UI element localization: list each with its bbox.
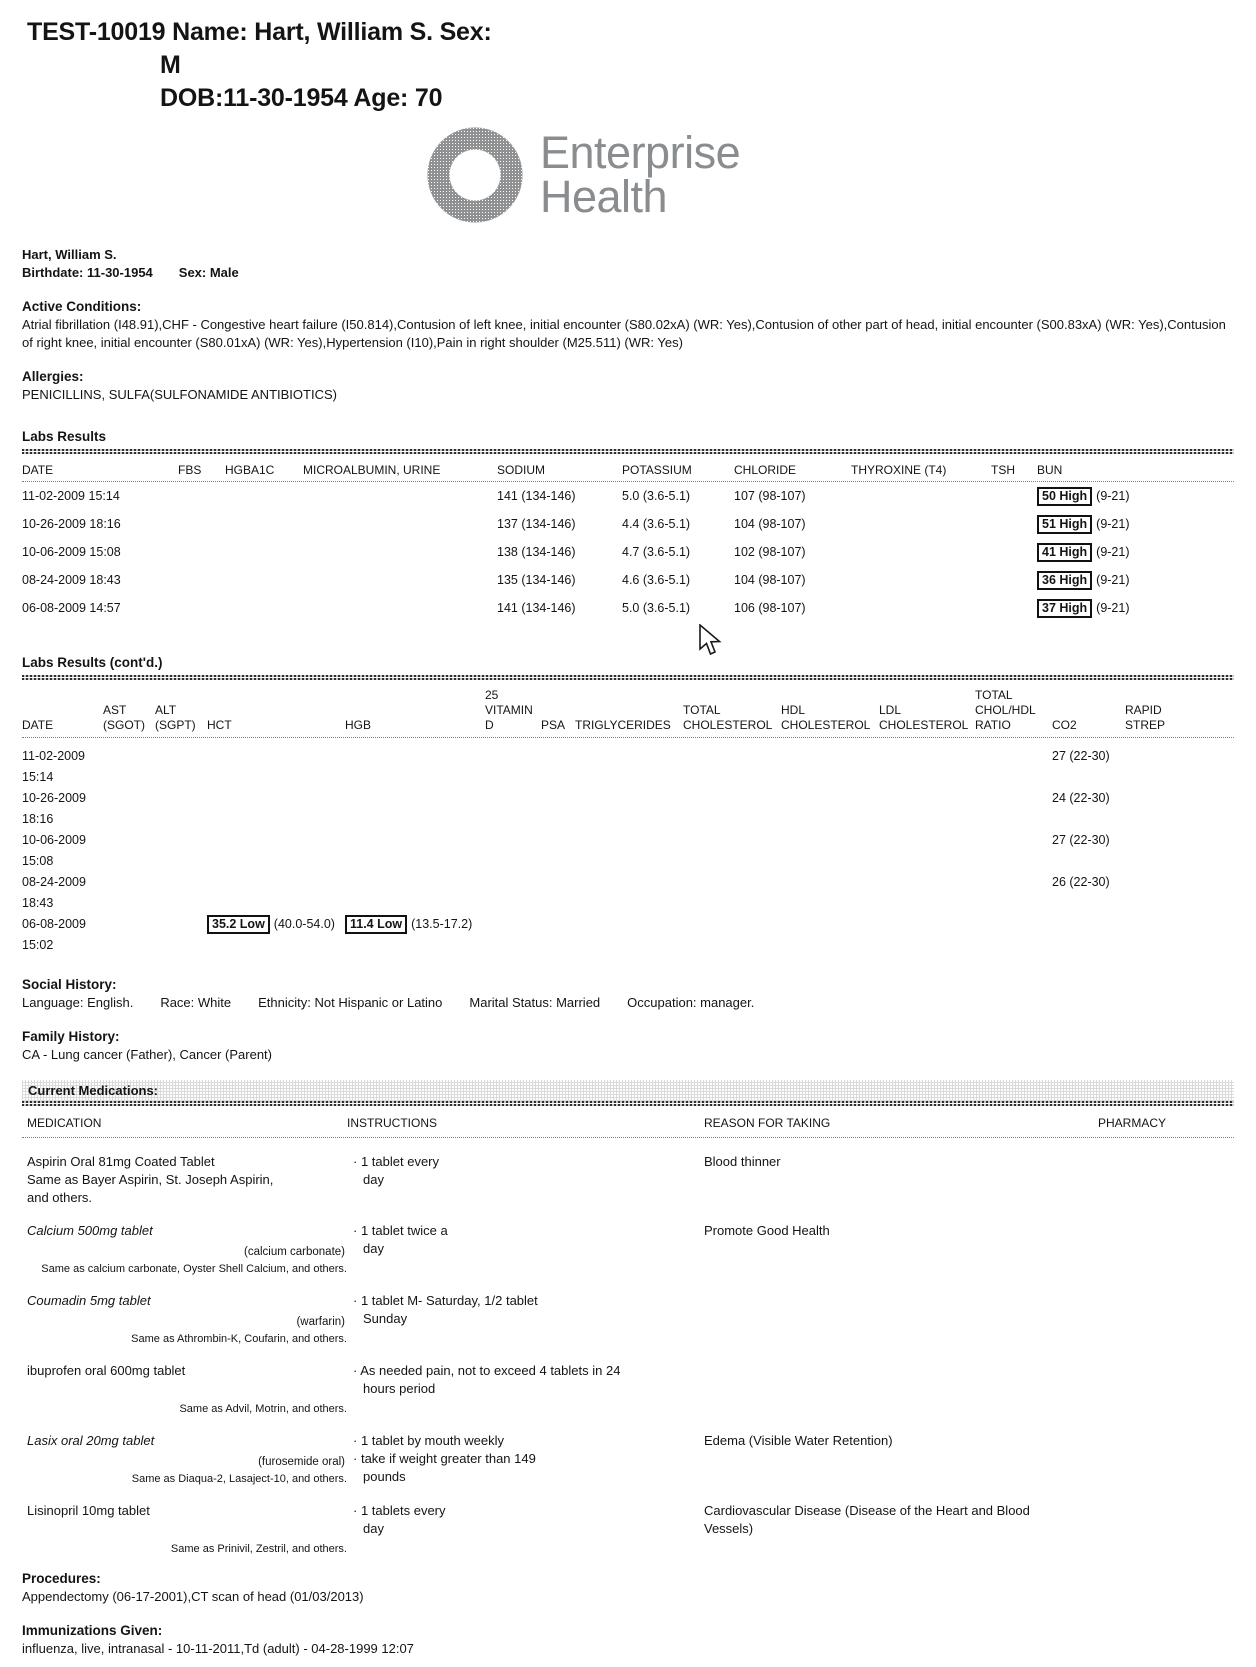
col-vitamin-d: 25 VITAMIN D <box>485 688 533 732</box>
patient-birthdate: Birthdate: 11-30-1954 <box>22 265 153 280</box>
immunizations-section <box>22 1622 1234 1658</box>
col-alt: ALT (SGPT) <box>155 703 196 732</box>
lab-sodium: 138 (134-146) <box>497 545 576 559</box>
lab-sodium: 135 (134-146) <box>497 573 576 587</box>
medication-reason <box>704 1362 1084 1417</box>
labs-col-thyroxine: THYROXINE (T4) <box>851 463 947 477</box>
medication-row <box>22 1222 1234 1277</box>
lab-hgb <box>345 914 485 956</box>
allergies-text: PENICILLINS, SULFA(SULFONAMIDE ANTIBIOTICS) <box>22 387 337 402</box>
medication-row <box>22 1432 1234 1487</box>
labs-col-hgba1c: HGBA1C <box>225 463 275 477</box>
labs-results-heading: Labs Results <box>22 429 107 444</box>
social-occupation: Occupation: manager. <box>627 995 755 1010</box>
labs-col-date: DATE <box>22 463 54 477</box>
col-ast: AST (SGOT) <box>103 703 145 732</box>
col-date: DATE <box>22 718 54 732</box>
lab-date: 10-26-2009 18:16 <box>22 791 86 826</box>
medication-name: Lasix oral 20mg tablet (furosemide oral) Same as Diaqua-2, Lasaject-10, and others. <box>27 1433 347 1485</box>
lab-date: 10-06-2009 15:08 <box>22 545 121 559</box>
lab-chloride: 104 (98-107) <box>734 517 806 531</box>
logo-ring-icon <box>424 124 526 226</box>
medication-same-as: Same as Prinivil, Zestril, and others. <box>170 1543 347 1555</box>
social-marital-status: Marital Status: Married <box>469 995 601 1010</box>
col-co2: CO2 <box>1052 718 1077 732</box>
labs-row <box>22 594 1234 622</box>
reference-range: (9-21) <box>1096 601 1130 615</box>
patient-sex-line: M <box>160 51 181 79</box>
medication-pharmacy <box>1084 1292 1234 1347</box>
logo-wordmark <box>540 127 741 222</box>
allergies-section <box>22 368 1234 404</box>
medication-instructions: · 1 tablet twice a day <box>347 1222 704 1277</box>
col-medication: MEDICATION <box>27 1116 102 1130</box>
lab-date: 11-02-2009 15:14 <box>22 749 86 784</box>
lab-date: 10-26-2009 18:16 <box>22 517 121 531</box>
patient-id-name-line: TEST-10019 Name: Hart, William S. Sex: <box>27 18 492 46</box>
col-chol-hdl-ratio: TOTAL CHOL/HDL RATIO <box>975 688 1036 732</box>
labs-contd-header-row <box>22 680 1234 737</box>
header-divider <box>22 737 1234 738</box>
procedures-section <box>22 1570 1234 1606</box>
labs-contd-heading: Labs Results (cont'd.) <box>22 655 163 670</box>
cursor-arrow-icon <box>698 624 722 656</box>
immunizations-heading: Immunizations Given: <box>22 1623 163 1638</box>
col-rapid-strep: RAPID STREP <box>1125 703 1166 732</box>
labs-results-contd-section <box>22 654 1234 956</box>
procedures-text: Appendectomy (06-17-2001),CT scan of head (01/03/2013) <box>22 1589 364 1604</box>
medication-same-as: Same as Athrombin-K, Coufarin, and others. <box>131 1333 347 1345</box>
social-language: Language: English. <box>22 995 134 1010</box>
col-hct: HCT <box>207 718 232 732</box>
medication-instructions: · 1 tablet by mouth weekly · take if weight greater than 149 pounds <box>347 1432 704 1487</box>
active-conditions-section <box>22 298 1234 352</box>
lab-chloride: 104 (98-107) <box>734 573 806 587</box>
col-psa: PSA <box>541 718 566 732</box>
medication-reason <box>704 1292 1084 1347</box>
labs-col-potassium: POTASSIUM <box>622 463 692 477</box>
col-hgb: HGB <box>345 718 372 732</box>
family-history-heading: Family History: <box>22 1029 120 1044</box>
lab-bun <box>1037 566 1234 594</box>
medication-pharmacy <box>1084 1153 1234 1207</box>
lab-date: 10-06-2009 15:08 <box>22 833 86 868</box>
col-instructions: INSTRUCTIONS <box>347 1116 437 1130</box>
procedures-heading: Procedures: <box>22 1571 101 1586</box>
medication-same-as: Same as Diaqua-2, Lasaject-10, and others. <box>131 1473 347 1485</box>
reference-range: (9-21) <box>1096 573 1130 587</box>
medication-instructions: · 1 tablet every day <box>347 1153 704 1207</box>
mouse-cursor <box>698 624 722 661</box>
lab-potassium: 5.0 (3.6-5.1) <box>622 489 691 503</box>
family-history-section <box>22 1028 1234 1064</box>
logo-word-line2: Health <box>540 171 668 222</box>
medication-generic-name: (furosemide oral) <box>258 1456 345 1468</box>
active-conditions-heading: Active Conditions: <box>22 299 142 314</box>
lab-bun <box>1037 594 1234 622</box>
labs-row <box>22 538 1234 566</box>
active-conditions-text: Atrial fibrillation (I48.91),CHF - Congestive heart failure (I50.814),Contusion of left knee, initial encounter (S80.02xA) (WR: Yes),Contusion of other part of head, initial encounter (S00.83xA) (WR: Yes),Contusion of right knee, initial encounter (S80.01xA) (WR: Yes),Hypertension (I10),Pain in right shoulder (M25.511) (WR: Yes) <box>22 317 1226 350</box>
lab-chloride: 106 (98-107) <box>734 601 806 615</box>
abnormal-value-flag: 51 High <box>1037 515 1092 534</box>
labs-col-bun: BUN <box>1037 463 1063 477</box>
reference-range: (40.0-54.0) <box>273 917 335 931</box>
labs-col-microalbumin: MICROALBUMIN, URINE <box>303 463 441 477</box>
medication-same-as: Same as Advil, Motrin, and others. <box>179 1403 347 1415</box>
labs-contd-row <box>22 872 1234 914</box>
family-history-text: CA - Lung cancer (Father), Cancer (Parent) <box>22 1047 272 1062</box>
medication-instructions: · 1 tablets every day <box>347 1502 704 1557</box>
labs-contd-row <box>22 788 1234 830</box>
lab-co2: 26 (22-30) <box>1052 875 1110 889</box>
abnormal-value-flag: 50 High <box>1037 487 1092 506</box>
lab-potassium: 4.7 (3.6-5.1) <box>622 545 691 559</box>
immunizations-text: influenza, live, intranasal - 10-11-2011,Td (adult) - 04-28-1999 12:07 <box>22 1641 414 1656</box>
medication-reason: Promote Good Health <box>704 1223 830 1238</box>
medication-pharmacy <box>1084 1362 1234 1417</box>
col-pharmacy: PHARMACY <box>1097 1116 1166 1130</box>
reference-range: (9-21) <box>1096 545 1130 559</box>
lab-date: 08-24-2009 18:43 <box>22 573 121 587</box>
labs-results-section <box>22 428 1234 622</box>
medication-reason: Cardiovascular Disease (Disease of the Heart and Blood Vessels) <box>704 1503 1030 1536</box>
medication-instructions: · As needed pain, not to exceed 4 tablets in 24 hours period <box>347 1362 704 1417</box>
reference-range: (9-21) <box>1096 489 1130 503</box>
col-ldl-cholesterol: LDL CHOLESTEROL <box>879 703 969 732</box>
lab-co2: 24 (22-30) <box>1052 791 1110 805</box>
medication-name: Calcium 500mg tablet (calcium carbonate) Same as calcium carbonate, Oyster Shell Calcium, and others. <box>27 1223 347 1275</box>
medication-row <box>22 1502 1234 1557</box>
social-history-heading: Social History: <box>22 977 117 992</box>
social-ethnicity: Ethnicity: Not Hispanic or Latino <box>258 995 443 1010</box>
lab-date: 08-24-2009 18:43 <box>22 875 86 910</box>
abnormal-value-flag: 41 High <box>1037 543 1092 562</box>
medication-name: Lisinopril 10mg tablet Same as Prinivil, Zestril, and others. <box>27 1503 347 1555</box>
lab-co2: 27 (22-30) <box>1052 833 1110 847</box>
logo-word-line1: Enterprise <box>540 127 741 178</box>
medication-generic-name: (warfarin) <box>296 1316 345 1328</box>
lab-chloride: 102 (98-107) <box>734 545 806 559</box>
labs-col-sodium: SODIUM <box>497 463 545 477</box>
labs-col-fbs: FBS <box>178 463 202 477</box>
col-triglycerides: TRIGLYCERIDES <box>575 718 671 732</box>
medications-header-row <box>22 1106 1234 1137</box>
labs-col-tsh: TSH <box>991 463 1015 477</box>
medication-row <box>22 1292 1234 1347</box>
medication-reason: Edema (Visible Water Retention) <box>704 1433 893 1448</box>
medication-row <box>22 1153 1234 1207</box>
lab-sodium: 141 (134-146) <box>497 601 576 615</box>
labs-header-row <box>22 454 1234 481</box>
lab-bun <box>1037 482 1234 510</box>
lab-sodium: 141 (134-146) <box>497 489 576 503</box>
abnormal-value-flag: 35.2 Low <box>207 915 270 934</box>
labs-row <box>22 566 1234 594</box>
lab-date: 06-08-2009 15:02 <box>22 917 86 952</box>
patient-dob-age-line: DOB:11-30-1954 Age: 70 <box>160 84 443 112</box>
medication-generic-name: (calcium carbonate) <box>244 1246 345 1258</box>
lab-hct <box>207 914 345 956</box>
col-total-cholesterol: TOTAL CHOLESTEROL <box>683 703 773 732</box>
lab-chloride: 107 (98-107) <box>734 489 806 503</box>
abnormal-value-flag: 37 High <box>1037 599 1092 618</box>
lab-potassium: 5.0 (3.6-5.1) <box>622 601 691 615</box>
social-history-text <box>22 994 1234 1012</box>
medication-name: ibuprofen oral 600mg tablet Same as Advil, Motrin, and others. <box>27 1363 347 1415</box>
lab-bun <box>1037 538 1234 566</box>
document-title-block <box>27 16 492 115</box>
social-history-section <box>22 976 1234 1012</box>
lab-date: 06-08-2009 14:57 <box>22 601 121 615</box>
current-medications-heading: Current Medications: <box>28 1082 159 1098</box>
current-medications-section <box>22 1080 1234 1557</box>
medication-pharmacy <box>1084 1502 1234 1557</box>
medication-pharmacy <box>1084 1222 1234 1277</box>
lab-date: 11-02-2009 15:14 <box>22 489 120 503</box>
medication-row <box>22 1362 1234 1417</box>
lab-potassium: 4.4 (3.6-5.1) <box>622 517 691 531</box>
medication-reason: Blood thinner <box>704 1154 781 1169</box>
medication-instructions: · 1 tablet M- Saturday, 1/2 tablet Sunday <box>347 1292 704 1347</box>
patient-sex: Sex: Male <box>178 265 239 280</box>
current-medications-title-bar <box>22 1080 1234 1101</box>
labs-row <box>22 482 1234 510</box>
lab-bun <box>1037 510 1234 538</box>
medication-pharmacy <box>1084 1432 1234 1487</box>
labs-contd-row <box>22 746 1234 788</box>
medication-name: Coumadin 5mg tablet (warfarin) Same as Athrombin-K, Coufarin, and others. <box>27 1293 347 1345</box>
abnormal-value-flag: 36 High <box>1037 571 1092 590</box>
lab-sodium: 137 (134-146) <box>497 517 576 531</box>
allergies-heading: Allergies: <box>22 369 84 384</box>
header-divider <box>22 1137 1234 1138</box>
labs-col-chloride: CHLORIDE <box>734 463 797 477</box>
reference-range: (13.5-17.2) <box>411 917 473 931</box>
labs-contd-row <box>22 914 1234 956</box>
enterprise-health-logo <box>424 118 740 232</box>
labs-row <box>22 510 1234 538</box>
abnormal-value-flag: 11.4 Low <box>345 915 407 934</box>
labs-contd-row <box>22 830 1234 872</box>
lab-co2: 27 (22-30) <box>1052 749 1110 763</box>
medication-name: Aspirin Oral 81mg Coated Tablet Same as Bayer Aspirin, St. Joseph Aspirin, and others. <box>27 1154 274 1205</box>
patient-info-block <box>22 246 1234 282</box>
social-race: Race: White <box>160 995 232 1010</box>
col-reason: REASON FOR TAKING <box>704 1116 831 1130</box>
lab-potassium: 4.6 (3.6-5.1) <box>622 573 691 587</box>
patient-name: Hart, William S. <box>22 247 117 262</box>
medication-same-as: Same as calcium carbonate, Oyster Shell Calcium, and others. <box>41 1263 347 1275</box>
col-hdl-cholesterol: HDL CHOLESTEROL <box>781 703 871 732</box>
reference-range: (9-21) <box>1096 517 1130 531</box>
